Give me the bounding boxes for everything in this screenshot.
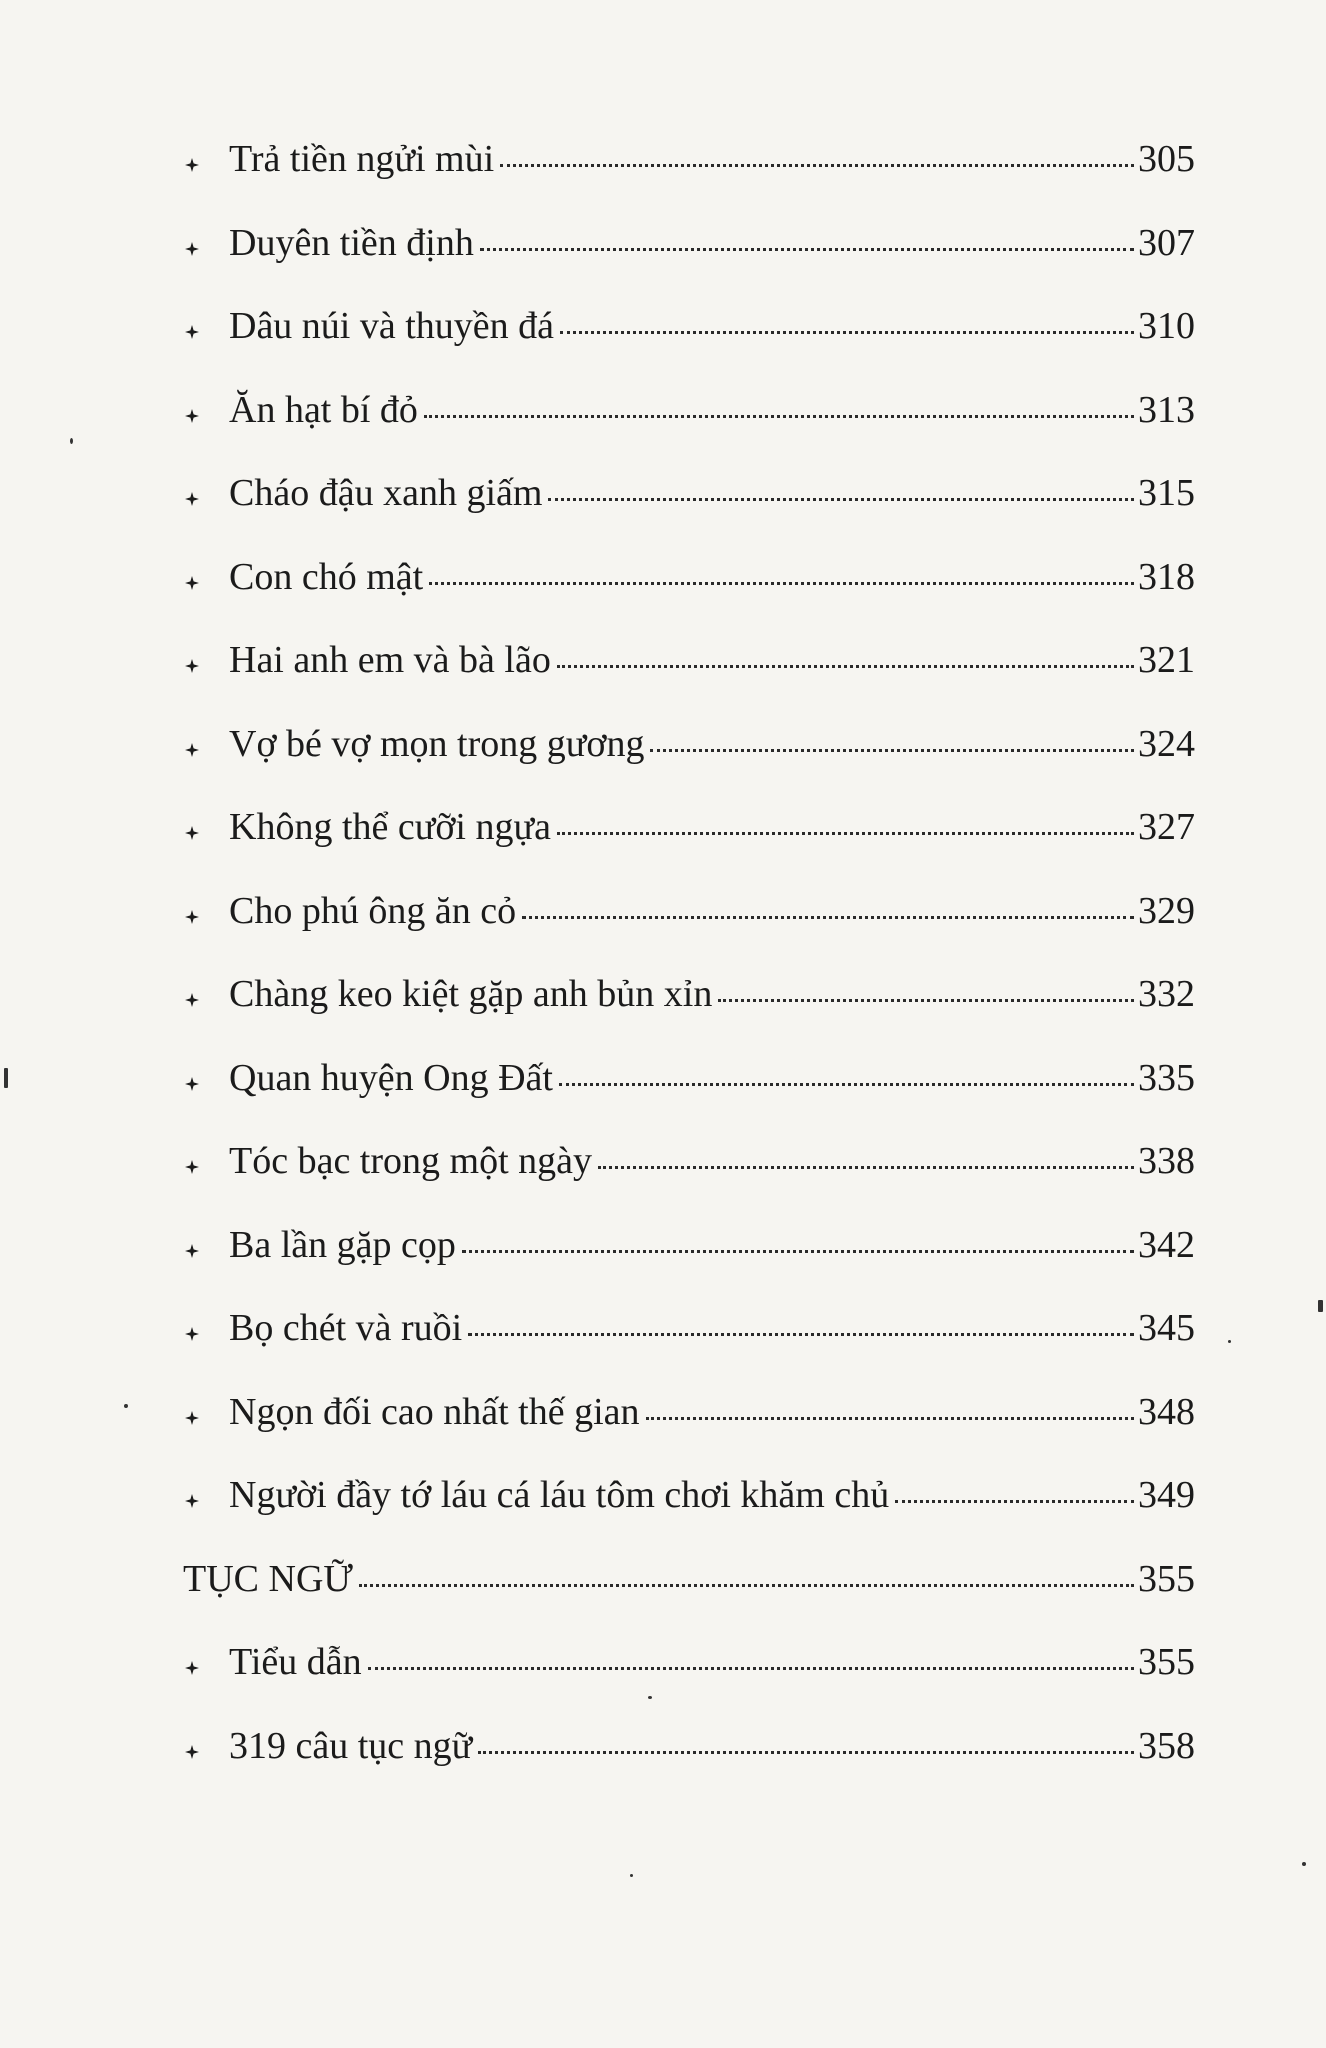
dot-leader (429, 582, 1134, 585)
toc-entry-title: Tiểu dẫn (229, 1641, 362, 1683)
dot-leader (424, 415, 1134, 418)
toc-page-number: 358 (1138, 1724, 1195, 1767)
toc-entry-title: Ngọn đối cao nhất thế gian (229, 1390, 640, 1433)
diamond-bullet-icon (185, 1160, 199, 1174)
dot-leader (646, 1417, 1134, 1420)
toc-entry (229, 555, 1195, 642)
dot-leader (462, 1250, 1134, 1253)
toc-page-number: 310 (1138, 305, 1195, 347)
dot-leader (548, 498, 1134, 501)
dot-leader (559, 1083, 1134, 1086)
toc-entry-title: Duyên tiền định (229, 221, 474, 264)
dot-leader (368, 1667, 1134, 1670)
toc-entry (229, 1390, 1195, 1477)
dot-leader (560, 331, 1134, 334)
toc-entry (229, 1643, 1195, 1727)
toc-entry-title: Ăn hạt bí đỏ (229, 388, 418, 431)
toc-page-number: 349 (1138, 1474, 1195, 1516)
toc-entry-title: Tóc bạc trong một ngày (229, 1140, 593, 1182)
toc-page-number: 335 (1138, 1056, 1195, 1099)
toc-entry (229, 1309, 1195, 1393)
toc-page-number: 355 (1138, 1557, 1195, 1600)
diamond-bullet-icon (185, 743, 199, 757)
toc-entry-title: Bọ chét và ruồi (229, 1307, 463, 1349)
diamond-bullet-icon (185, 1244, 199, 1258)
toc-entry-title: 319 câu tục ngữ (229, 1724, 473, 1767)
toc-page-number: 345 (1138, 1307, 1195, 1349)
toc-entry-title: Trả tiền ngửi mùi (229, 138, 495, 180)
toc-entry (229, 1056, 1195, 1143)
toc-entry (229, 889, 1195, 976)
toc-entry (229, 1724, 1195, 1811)
toc-page-number: 313 (1138, 388, 1195, 431)
diamond-bullet-icon (185, 325, 199, 339)
diamond-bullet-icon (185, 1327, 199, 1341)
dot-leader (650, 749, 1134, 752)
diamond-bullet-icon (185, 993, 199, 1007)
dot-leader (718, 999, 1134, 1002)
diamond-bullet-icon (185, 1494, 199, 1508)
toc-page-number: 329 (1138, 889, 1195, 932)
toc-entry (229, 975, 1195, 1059)
toc-page-number: 307 (1138, 221, 1195, 264)
diamond-bullet-icon (185, 576, 199, 590)
scan-speck (124, 1404, 128, 1408)
toc-section-heading (183, 1557, 1195, 1644)
toc-entry (229, 307, 1195, 391)
dot-leader (468, 1333, 1134, 1336)
dot-leader (500, 164, 1134, 167)
toc-page-number: 305 (1138, 138, 1195, 180)
dot-leader (598, 1166, 1134, 1169)
scan-speck (1228, 1340, 1231, 1343)
diamond-bullet-icon (185, 1411, 199, 1425)
dot-leader (522, 916, 1134, 919)
toc-entry (229, 1476, 1195, 1560)
diamond-bullet-icon (185, 910, 199, 924)
toc-page-number: 321 (1138, 639, 1195, 681)
toc-page-number: 324 (1138, 722, 1195, 765)
diamond-bullet-icon (185, 1077, 199, 1091)
scan-speck (1318, 1300, 1323, 1312)
toc-page-number: 348 (1138, 1390, 1195, 1433)
toc-entry-title: Cháo đậu xanh giấm (229, 472, 543, 514)
toc-entry-title: Vợ bé vợ mọn trong gương (229, 722, 645, 765)
diamond-bullet-icon (185, 242, 199, 256)
dot-leader (480, 248, 1134, 251)
toc-entry (229, 1223, 1195, 1310)
toc-entry (229, 1142, 1195, 1226)
toc-entry-title: Con chó mật (229, 555, 424, 598)
diamond-bullet-icon (185, 1745, 199, 1759)
toc-page-number: 315 (1138, 472, 1195, 514)
toc-entry-title: Cho phú ông ăn cỏ (229, 889, 517, 932)
toc-entry (229, 641, 1195, 725)
scan-speck (4, 1068, 8, 1088)
scan-speck (1302, 1862, 1306, 1866)
diamond-bullet-icon (185, 1661, 199, 1675)
toc-entry (229, 722, 1195, 809)
toc-entry-title: Chàng keo kiệt gặp anh bủn xỉn (229, 973, 713, 1015)
toc-entry-title: Không thể cưỡi ngựa (229, 806, 551, 848)
diamond-bullet-icon (185, 492, 199, 506)
toc-page-number: 332 (1138, 973, 1195, 1015)
toc-page-number: 338 (1138, 1140, 1195, 1182)
toc-entry-title: TỤC NGỮ (183, 1557, 353, 1600)
toc-entry-title: Quan huyện Ong Đất (229, 1056, 553, 1099)
toc-entry-title: Dâu núi và thuyền đá (229, 305, 555, 347)
toc-entry (229, 388, 1195, 475)
toc-entry (229, 140, 1195, 224)
toc-page-number: 355 (1138, 1641, 1195, 1683)
toc-entry (229, 474, 1195, 558)
table-of-contents (185, 140, 1195, 1810)
dot-leader (557, 832, 1134, 835)
diamond-bullet-icon (185, 409, 199, 423)
dot-leader (557, 665, 1134, 668)
toc-entry (229, 808, 1195, 892)
toc-page-number: 318 (1138, 555, 1195, 598)
scan-speck (630, 1874, 633, 1877)
diamond-bullet-icon (185, 158, 199, 172)
diamond-bullet-icon (185, 659, 199, 673)
dot-leader (359, 1584, 1134, 1587)
toc-entry-title: Hai anh em và bà lão (229, 639, 551, 681)
diamond-bullet-icon (185, 826, 199, 840)
toc-page-number: 327 (1138, 806, 1195, 848)
toc-entry-title: Ba lần gặp cọp (229, 1223, 456, 1266)
toc-page-number: 342 (1138, 1223, 1195, 1266)
scan-speck (648, 1696, 652, 1699)
toc-entry-title: Người đầy tớ láu cá láu tôm chơi khăm chủ (229, 1474, 890, 1516)
dot-leader (895, 1500, 1134, 1503)
scan-speck (70, 438, 73, 444)
dot-leader (478, 1751, 1134, 1754)
toc-entry (229, 221, 1195, 308)
